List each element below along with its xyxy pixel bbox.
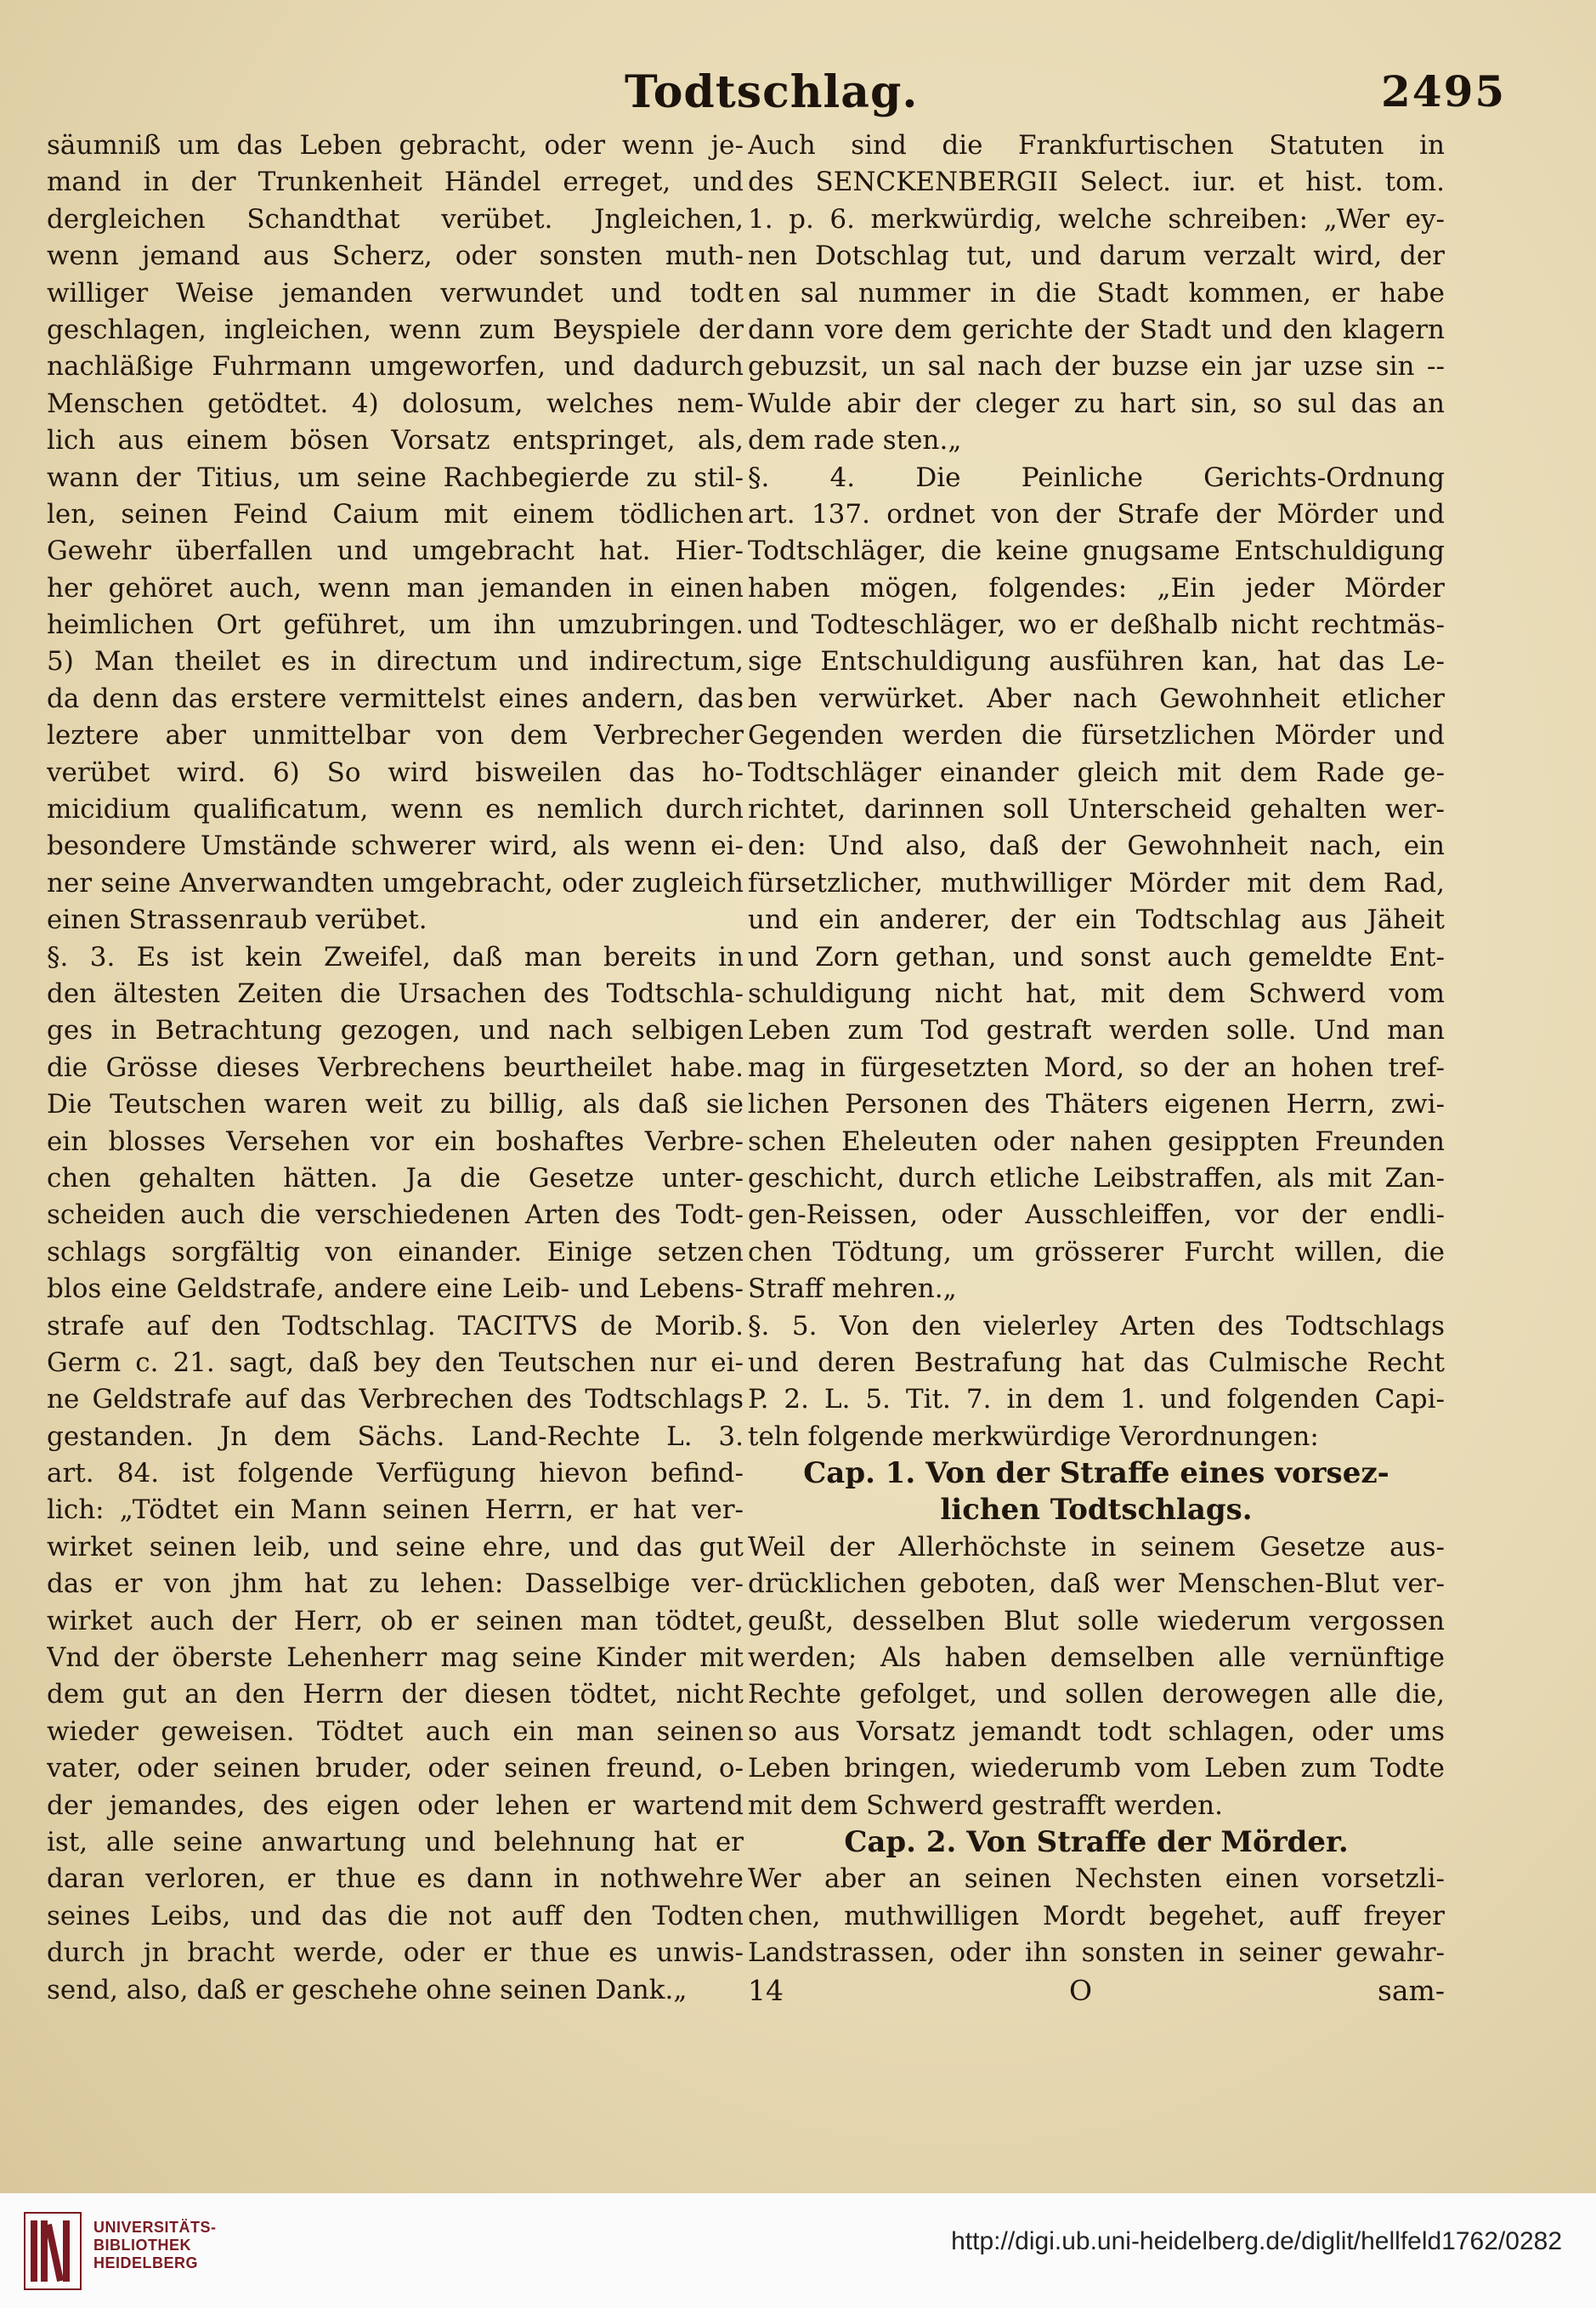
text-line: schlags sorgfältig von einander. Einige setzen	[47, 1236, 744, 1267]
text-line: geußt, desselben Blut solle wiederum vergossen	[748, 1605, 1445, 1636]
text-line: Auch sind die Frankfurtischen Statuten in	[748, 130, 1445, 161]
text-line: die Grösse dieses Verbrechens beurtheilet habe.	[47, 1052, 744, 1083]
text-line: einen Strassenraub verübet.	[47, 904, 427, 936]
text-line: lichen Personen des Thäters eigenen Herrn, zwi-	[748, 1089, 1445, 1120]
text-line: P. 2. L. 5. Tit. 7. in dem 1. und folgenden Capi-	[748, 1384, 1445, 1415]
text-line: mand in der Trunkenheit Händel erreget, und	[47, 167, 744, 198]
text-line: sige Entschuldigung ausführen kan, hat das Le-	[748, 646, 1445, 678]
right-text-column	[748, 128, 1445, 2117]
text-line: §. 5. Von den vielerley Arten des Todtschlags	[748, 1310, 1445, 1341]
text-line: strafe auf den Todtschlag. TACITVS de Morib.	[47, 1310, 744, 1341]
text-line: dem rade sten.„	[748, 425, 962, 456]
text-line: drücklichen geboten, daß wer Menschen-Blut ver-	[748, 1568, 1445, 1600]
text-line: nachläßige Fuhrmann umgeworfen, und dadurch	[47, 351, 744, 383]
text-line: so aus Vorsatz jemandt todt schlagen, oder ums	[748, 1715, 1445, 1747]
text-line: Vnd der öberste Lehenherr mag seine Kinder mit	[47, 1642, 744, 1674]
text-line: werden; Als haben demselben alle vernünftige	[748, 1642, 1445, 1674]
text-line: ein blosses Versehen vor ein boshaftes Verbre-	[47, 1126, 744, 1157]
text-line: Gegenden werden die fürsetzlichen Mörder und	[748, 720, 1445, 751]
text-line: Leben bringen, wiederumb vom Leben zum Todte	[748, 1753, 1445, 1784]
text-line: fürsetzlicher, muthwilliger Mörder mit dem Rad,	[748, 867, 1445, 899]
text-line: Landstrassen, oder ihn sonsten in seiner gewahr-	[748, 1937, 1445, 1969]
text-line: den: Und also, daß der Gewohnheit nach, ein	[748, 831, 1445, 862]
text-line: wieder geweisen. Tödtet auch ein man seinen	[47, 1715, 744, 1747]
text-line: nen Dotschlag tut, und darum verzalt wird, der	[748, 241, 1445, 272]
text-line: lich aus einem bösen Vorsatz entspringet, als,	[47, 425, 744, 456]
text-line: das er von jhm hat zu lehen: Dasselbige ver-	[47, 1568, 744, 1600]
text-line: und deren Bestrafung hat das Culmische Recht	[748, 1347, 1445, 1378]
text-line: Rechte gefolget, und sollen derowegen alle die,	[748, 1679, 1445, 1710]
logo-line: HEIDELBERG	[93, 2254, 199, 2271]
text-line: besondere Umstände schwerer wird, als wenn ei-	[47, 831, 744, 862]
text-line: da denn das erstere vermittelst eines andern, das	[47, 683, 744, 714]
text-line: en sal nummer in die Stadt kommen, er habe	[748, 277, 1445, 309]
text-line: und ein anderer, der ein Todtschlag aus Jäheit	[748, 904, 1445, 936]
text-line: daran verloren, er thue es dann in nothwehre	[47, 1863, 744, 1895]
library-logo-text	[93, 2219, 217, 2272]
text-line: Wulde abir der cleger zu hart sin, so sul das an	[748, 388, 1445, 419]
page-header	[0, 66, 1596, 126]
text-line: teln folgende merkwürdige Verordnungen:	[748, 1421, 1319, 1452]
text-line: Germ c. 21. sagt, daß bey den Teutschen nur ei-	[47, 1347, 744, 1378]
text-line: art. 84. ist folgende Verfügung hievon befind-	[47, 1458, 744, 1489]
text-line: wirket seinen leib, und seine ehre, und das gut	[47, 1531, 744, 1562]
text-line: ben verwürket. Aber nach Gewohnheit etlicher	[748, 683, 1445, 714]
text-line: her gehöret auch, wenn man jemanden in einen	[47, 572, 744, 604]
text-line: lichen Todtschlags.	[940, 1493, 1253, 1528]
text-line: blos eine Geldstrafe, andere eine Leib- und Lebens-	[47, 1273, 744, 1305]
text-line: durch jn bracht werde, oder er thue es unwis-	[47, 1937, 744, 1969]
text-line: lich: „Tödtet ein Mann seinen Herrn, er hat ver-	[47, 1494, 744, 1526]
text-line: send, also, daß er geschehe ohne seinen Dank.„	[47, 1974, 688, 2005]
text-line: schen Eheleuten oder nahen gesippten Freunden	[748, 1126, 1445, 1157]
text-line: Cap. 2. Von Straffe der Mörder.	[844, 1824, 1349, 1859]
text-line: Menschen getödtet. 4) dolosum, welches nem-	[47, 388, 744, 419]
text-line: Weil der Allerhöchste in seinem Gesetze aus-	[748, 1531, 1445, 1562]
text-line: ne Geldstrafe auf das Verbrechen des Todtschlags	[47, 1384, 744, 1415]
viewer-footer	[0, 2193, 1596, 2308]
text-line: Cap. 1. Von der Straffe eines vorsez-	[803, 1456, 1389, 1491]
text-line: chen gehalten hätten. Ja die Gesetze unter-	[47, 1162, 744, 1194]
text-line: gen-Reissen, oder Ausschleiffen, vor der endli-	[748, 1199, 1445, 1231]
text-line: mit dem Schwerd gestrafft werden.	[748, 1789, 1223, 1821]
text-line: micidium qualificatum, wenn es nemlich durch	[47, 794, 744, 825]
running-title: Todtschlag.	[625, 66, 919, 118]
text-line: vater, oder seinen bruder, oder seinen freund, o-	[47, 1753, 744, 1784]
text-line: Leben zum Tod gestraft werden solle. Und man	[748, 1015, 1445, 1046]
text-line: 1. p. 6. merkwürdig, welche schreiben: „Wer ey-	[748, 203, 1445, 235]
text-line: des SENCKENBERGII Select. iur. et hist. tom.	[748, 167, 1445, 198]
text-line: wann der Titius, um seine Rachbegierde zu stil-	[47, 462, 744, 493]
text-line: ner seine Anverwandten umgebracht, oder zugleich	[47, 867, 744, 899]
text-line: haben mögen, folgendes: „Ein jeder Mörder	[748, 572, 1445, 604]
text-line: leztere aber unmittelbar von dem Verbrecher	[47, 720, 744, 751]
text-line: der jemandes, des eigen oder lehen er wartend	[47, 1789, 744, 1821]
text-line: art. 137. ordnet von der Strafe der Mörder und	[748, 498, 1445, 530]
text-line: säumniß um das Leben gebracht, oder wenn je-	[47, 130, 744, 161]
text-line: gestanden. Jn dem Sächs. Land-Rechte L. 3.	[47, 1421, 744, 1452]
text-line: wenn jemand aus Scherz, oder sonsten muth-	[47, 241, 744, 272]
library-logo-icon	[24, 2212, 82, 2290]
text-line: chen Tödtung, um grösserer Furcht willen, die	[748, 1236, 1445, 1267]
text-line: dergleichen Schandthat verübet. Jngleichen,	[47, 203, 744, 235]
text-line: Todtschläger einander gleich mit dem Rade ge-	[748, 757, 1445, 788]
text-line: richtet, darinnen soll Unterscheid gehalten wer-	[748, 794, 1445, 825]
text-line: scheiden auch die verschiedenen Arten des Todt-	[47, 1199, 744, 1231]
text-line: geschicht, durch etliche Leibstraffen, als mit Zan-	[748, 1162, 1445, 1194]
page-number: 2495	[1381, 66, 1507, 116]
text-line: und Todteschläger, wo er deßhalb nicht rechtmäs-	[748, 610, 1445, 641]
text-line: 14 O sam-	[748, 1973, 1445, 2007]
text-line: Wer aber an seinen Nechsten einen vorsetzli-	[748, 1863, 1445, 1895]
logo-line: UNIVERSITÄTS-	[93, 2219, 217, 2236]
text-line: den ältesten Zeiten die Ursachen des Todtschla-	[47, 978, 744, 1009]
text-line: ges in Betrachtung gezogen, und nach selbigen	[47, 1015, 744, 1046]
text-line: §. 4. Die Peinliche Gerichts-Ordnung	[748, 462, 1445, 493]
text-line: len, seinen Feind Caium mit einem tödlichen	[47, 498, 744, 530]
text-line: gebuzsit, un sal nach der buzse ein jar uzse sin --	[748, 351, 1445, 383]
text-line: Gewehr überfallen und umgebracht hat. Hier-	[47, 536, 744, 567]
text-line: geschlagen, ingleichen, wenn zum Beyspiele der	[47, 314, 744, 345]
logo-line: BIBLIOTHEK	[93, 2237, 191, 2254]
text-line: Die Teutschen waren weit zu billig, als daß sie	[47, 1089, 744, 1120]
text-line: mag in fürgesetzten Mord, so der an hohen tref-	[748, 1052, 1445, 1083]
text-line: §. 3. Es ist kein Zweifel, daß man bereits in	[47, 941, 744, 973]
text-line: dem gut an den Herrn der diesen tödtet, nicht	[47, 1679, 744, 1710]
text-line: Todtschläger, die keine gnugsame Entschuldigung	[748, 536, 1445, 567]
text-line: ist, alle seine anwartung und belehnung hat er	[47, 1826, 744, 1857]
left-text-column	[47, 128, 744, 2117]
text-line: chen, muthwilligen Mordt begehet, auff freyer	[748, 1900, 1445, 1931]
permalink-url[interactable]: http://digi.ub.uni-heidelberg.de/diglit/hellfeld1762/0282	[951, 2227, 1562, 2255]
text-line: williger Weise jemanden verwundet und todt	[47, 277, 744, 309]
text-line: schuldigung nicht hat, mit dem Schwerd vom	[748, 978, 1445, 1009]
text-line: dann vore dem gerichte der Stadt und den klagern	[748, 314, 1445, 345]
text-line: 5) Man theilet es in directum und indirectum,	[47, 646, 744, 678]
text-line: Straff mehren.„	[748, 1273, 957, 1305]
text-line: verübet wird. 6) So wird bisweilen das ho-	[47, 757, 744, 788]
text-line: und Zorn gethan, und sonst auch gemeldte Ent-	[748, 941, 1445, 973]
text-line: seines Leibs, und das die not auff den Todten	[47, 1900, 744, 1931]
text-line: wirket auch der Herr, ob er seinen man tödtet,	[47, 1605, 744, 1636]
text-line: heimlichen Ort geführet, um ihn umzubringen.	[47, 610, 744, 641]
